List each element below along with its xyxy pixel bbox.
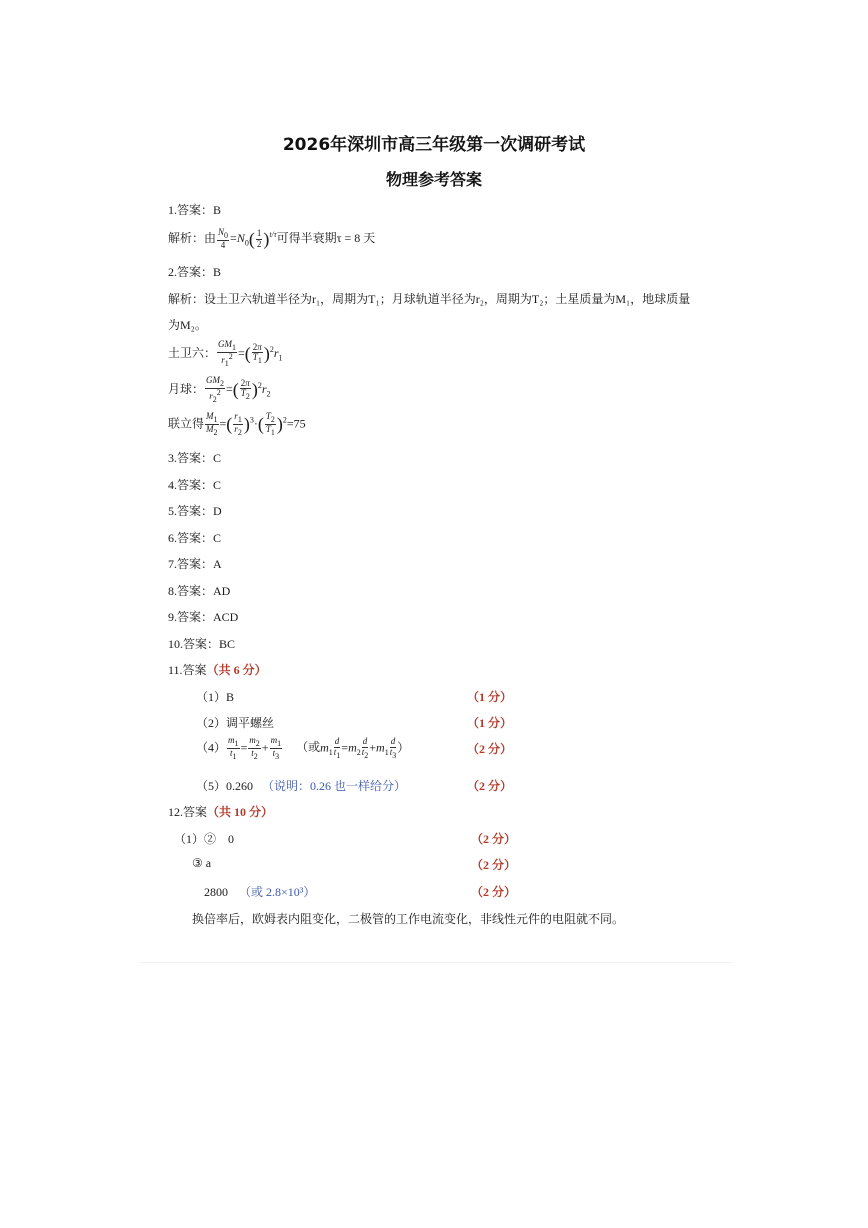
q1-analysis-suffix: 可得半衰期τ = 8 天	[276, 231, 376, 246]
q2-combined-equation: 联立得 $\frac{M_1}{M_2}$ =( $\frac{r_1}{r_2}$ )$^3$·( $\frac{T_2}{T_1}$ )$^2$=75	[168, 411, 306, 437]
q2-combine-label: 联立得	[168, 416, 205, 431]
q2-answer: 2.答案：B	[168, 265, 222, 279]
q11-item-label: （4）	[196, 740, 227, 755]
q1-fraction: $\frac{N_0}{4}$	[218, 227, 229, 251]
q12-heading-label: 12.答案	[168, 805, 208, 819]
q11-alt-prefix: （或	[296, 740, 321, 755]
q11-item-label-with-note	[196, 777, 406, 794]
q11-heading	[168, 661, 267, 678]
q11-item-score: （1 分）	[467, 716, 513, 730]
q11-total-score: （共 6 分）	[206, 663, 267, 677]
q12-item-label: 2800	[204, 885, 228, 899]
q2-analysis-line2: 为M₂。	[168, 318, 207, 332]
q12-item-score: （2 分）	[471, 832, 517, 846]
page-edge-line	[140, 962, 732, 963]
q11-item-equation: （4） $\frac{m_1}{t_1}$ = $\frac{m_2}{t_2}$ + $\frac{m_1}{t_3}$ （或$m_1$ $\frac{d}{t_1}$ $=m_2$ $\frac{d}{t_2}$ $+m_1$ $\frac{d}{t_3}$ ）	[196, 735, 410, 761]
q12-item-label: （1）② 0	[174, 832, 235, 846]
q12-total-score: （共 10 分）	[207, 805, 274, 819]
q12-item-score: （2 分）	[471, 858, 517, 872]
q2-titan-label: 土卫六：	[168, 345, 217, 360]
q12-item-label: ③ a	[192, 856, 212, 870]
q12-explanation: 换倍率后，欧姆表内阻变化，二极管的工作电流变化，非线性元件的电阻就不同。	[192, 912, 625, 926]
q12-item-score: （2 分）	[471, 885, 517, 899]
q11-item-score: （1 分）	[467, 690, 513, 704]
answer-line: 6.答案：C	[168, 531, 222, 545]
q1-answer: 1.答案：B	[168, 203, 222, 217]
q1-analysis-prefix: 解析：由	[168, 231, 217, 246]
q11-heading-label: 11.答案	[168, 663, 207, 677]
q11-alt-suffix: ）	[397, 740, 410, 755]
q2-titan-equation: 土卫六： $\frac{GM_1}{r_1^2}$ =( $\frac{2\pi}{T_1}$ )$^2r_1$	[168, 339, 283, 368]
answer-line: 4.答案：C	[168, 478, 222, 492]
answer-line: 7.答案：A	[168, 557, 222, 571]
answer-line: 9.答案：ACD	[168, 610, 239, 624]
q12-item-note: （或 2.8×10³）	[239, 885, 316, 899]
q1-half-fraction: $\frac{1}{2}$	[256, 228, 262, 249]
document-title: 2026年深圳市高三年级第一次调研考试	[282, 135, 586, 155]
q2-combine-result: =75	[286, 416, 306, 431]
answer-line: 10.答案：BC	[168, 637, 236, 651]
q11-item-score: （2 分）	[467, 779, 513, 793]
q12-heading	[168, 803, 273, 820]
q12-item-label-with-note	[204, 883, 315, 900]
q2-moon-equation: 月球： $\frac{GM_2}{r_2^2}$ =( $\frac{2\pi}{T_2}$ )$^2r_2$	[168, 375, 271, 404]
q11-item-label: （2）调平螺丝	[196, 716, 275, 730]
q11-item-label: （1）B	[196, 690, 235, 704]
answer-line: 8.答案：AD	[168, 584, 231, 598]
q11-item-note: （说明：0.26 也一样给分）	[262, 779, 407, 793]
q11-item-score: （2 分）	[467, 742, 513, 756]
q2-moon-label: 月球：	[168, 381, 205, 396]
q1-analysis: 解析：由 $\frac{N_0}{4}$ $=N_0$( $\frac{1}{2}$ )$^{t/\tau}$可得半衰期τ = 8 天	[168, 227, 376, 251]
answer-line: 5.答案：D	[168, 504, 222, 518]
q11-item-label: （5）0.260	[196, 779, 254, 793]
answer-line: 3.答案：C	[168, 451, 222, 465]
document-subtitle: 物理参考答案	[385, 170, 482, 189]
q2-analysis-line1: 解析：设土卫六轨道半径为r₁，周期为T₁；月球轨道半径为r₂，周期为T₂；土星质量为M₁，地球质量	[168, 292, 691, 306]
